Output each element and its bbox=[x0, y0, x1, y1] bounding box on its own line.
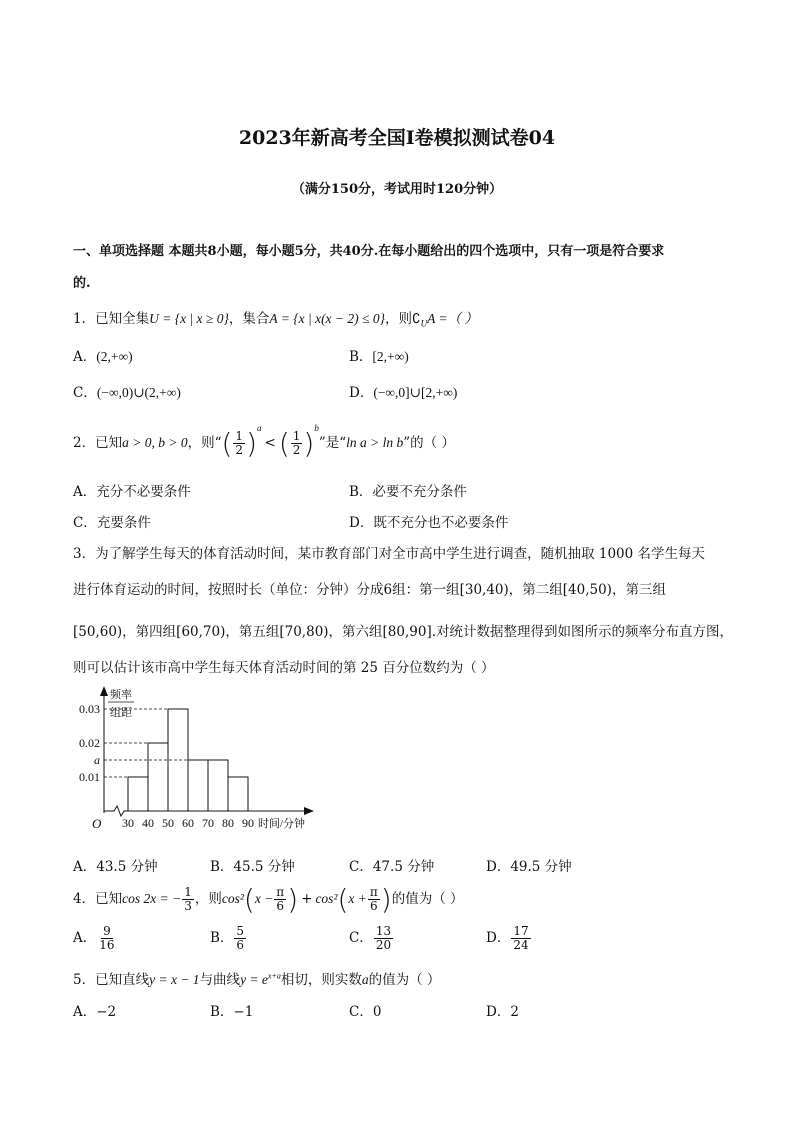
q4-paren-close: ) bbox=[287, 883, 299, 916]
x-tick-label: 50 bbox=[162, 816, 174, 830]
frac-den: 6 bbox=[370, 899, 378, 913]
q4-term1: cos² bbox=[221, 891, 244, 906]
option-label: A． bbox=[73, 1004, 97, 1020]
q1-option-b[interactable] bbox=[349, 345, 409, 365]
frac-num: 9 bbox=[103, 924, 111, 938]
q4-option-d[interactable] bbox=[486, 925, 532, 952]
frac-den: 6 bbox=[276, 899, 285, 913]
q4-then: ，则 bbox=[194, 891, 222, 907]
q3-option-b[interactable] bbox=[210, 855, 295, 875]
q4-pi-over-six-2 bbox=[368, 886, 380, 913]
option-label: C． bbox=[73, 515, 97, 531]
section-heading-line2: 的. bbox=[73, 276, 91, 291]
option-label: A． bbox=[73, 930, 97, 946]
page-subtitle: （满分150分，考试用时120分钟） bbox=[291, 182, 503, 197]
option-text: −1 bbox=[233, 1004, 254, 1020]
option-text: (−∞,0]∪[2,+∞) bbox=[373, 385, 458, 400]
q1-tail: ，则 bbox=[384, 311, 412, 327]
q5-option-a[interactable] bbox=[73, 1000, 116, 1020]
frac-num: π bbox=[276, 885, 285, 899]
x-tick-label: 80 bbox=[222, 816, 234, 830]
q1-set-a: A = {x | x(x − 2) ≤ 0} bbox=[269, 311, 385, 326]
q2-paren-open2: ( bbox=[278, 427, 290, 460]
q4-x-minus: x − bbox=[254, 891, 274, 906]
option-label: D． bbox=[486, 930, 511, 946]
x-tick-label: 60 bbox=[182, 816, 194, 830]
q1-complement-symbol: ∁ bbox=[411, 311, 421, 327]
option-text: 43.5 分钟 bbox=[96, 859, 158, 875]
question-2-stem bbox=[73, 423, 455, 460]
option-label: C． bbox=[73, 385, 97, 401]
frac-num: 1 bbox=[292, 429, 301, 443]
q2-option-c[interactable] bbox=[73, 511, 151, 531]
option-text: [2,+∞) bbox=[372, 349, 409, 364]
frac-den: 3 bbox=[184, 899, 192, 913]
q5-option-d[interactable] bbox=[486, 1000, 519, 1020]
q2-tail: ”的（ ） bbox=[403, 435, 455, 451]
q4-paren-open: ( bbox=[243, 883, 255, 916]
q1-set-u: U = {x | x ≥ 0} bbox=[149, 311, 229, 326]
frac-den: 2 bbox=[292, 443, 301, 457]
frac-num: π bbox=[369, 885, 378, 899]
option-label: C． bbox=[349, 859, 373, 875]
q5-mid: 与曲线 bbox=[199, 972, 241, 988]
q4-option-b[interactable] bbox=[210, 925, 247, 952]
y-tick-label: 0.03 bbox=[79, 702, 100, 716]
q4-option-c[interactable] bbox=[349, 925, 394, 952]
y-tick-label: 0.02 bbox=[79, 736, 100, 750]
y-tick-label: 0.01 bbox=[79, 770, 100, 784]
option-label: A． bbox=[73, 349, 97, 365]
question-4-stem bbox=[73, 883, 464, 916]
option-text: 2 bbox=[510, 1004, 519, 1020]
x-tick-label: 90 bbox=[242, 816, 254, 830]
option-label: C． bbox=[349, 930, 373, 946]
q1-prefix: 1．已知全集 bbox=[73, 311, 150, 327]
option-text: 充分不必要条件 bbox=[96, 484, 191, 500]
q4-x-plus: x + bbox=[348, 891, 367, 906]
q4-paren-close2: ) bbox=[380, 883, 392, 916]
question-3-line1: 3．为了解学生每天的体育活动时间，某市教育部门对全市高中学生进行调查，随机抽取 1000 名学生每天 bbox=[73, 546, 706, 562]
option-fraction bbox=[234, 925, 246, 952]
frequency-histogram bbox=[66, 682, 316, 842]
q2-paren-close2: ) bbox=[303, 427, 315, 460]
option-fraction bbox=[511, 925, 530, 952]
histogram-bar bbox=[208, 760, 228, 811]
q4-pi-over-six bbox=[274, 886, 286, 913]
q2-exp-b: b bbox=[314, 423, 319, 433]
frac-num: 17 bbox=[513, 924, 529, 938]
q5-end: 的值为（ ） bbox=[368, 972, 441, 988]
q2-paren-open: ( bbox=[221, 427, 233, 460]
q5-var: a bbox=[361, 972, 369, 987]
option-label: C． bbox=[349, 1004, 373, 1020]
q2-half-b bbox=[291, 430, 303, 457]
x-tick-label: 40 bbox=[142, 816, 154, 830]
q4-tail: 的值为（ ） bbox=[391, 891, 464, 907]
q4-cos2x: cos 2x = − bbox=[122, 891, 182, 906]
option-text: 必要不充分条件 bbox=[372, 484, 467, 500]
q4-plus: + bbox=[301, 891, 313, 907]
option-text: (−∞,0)∪(2,+∞) bbox=[96, 385, 181, 400]
option-label: B． bbox=[210, 930, 234, 946]
histogram-bar bbox=[228, 777, 248, 811]
option-text: 充要条件 bbox=[96, 515, 151, 531]
q5-prefix: 5．已知直线 bbox=[73, 972, 150, 988]
x-axis-arrow bbox=[304, 807, 314, 815]
q1-option-a[interactable] bbox=[73, 345, 133, 365]
q2-option-b[interactable] bbox=[349, 480, 467, 500]
question-3-line4: 则可以估计该市高中学生每天体育活动时间的第 25 百分位数约为（ ） bbox=[73, 660, 495, 676]
frac-den: 16 bbox=[99, 938, 115, 952]
question-3-line2: 进行体育运动的时间，按照时长（单位：分钟）分成6组：第一组[30,40)，第二组[40,50)，第三组 bbox=[73, 582, 666, 598]
option-label: A． bbox=[73, 859, 97, 875]
option-label: B． bbox=[349, 349, 373, 365]
x-tick-label: 30 bbox=[122, 816, 134, 830]
option-text: 47.5 分钟 bbox=[372, 859, 435, 875]
q1-complement-a: A =（ ） bbox=[427, 311, 478, 326]
y-tick-label: a bbox=[94, 753, 100, 767]
q5-tail: 相切，则实数 bbox=[280, 972, 362, 988]
frac-num: 5 bbox=[236, 924, 245, 938]
histogram-bar bbox=[128, 777, 148, 811]
q4-third bbox=[182, 886, 194, 913]
q2-option-a[interactable] bbox=[73, 480, 191, 500]
q3-option-c[interactable] bbox=[349, 855, 434, 875]
y-axis-label-bottom: 组距 bbox=[110, 707, 132, 719]
histogram-bar bbox=[148, 743, 168, 811]
q2-then: ，则“ bbox=[187, 435, 222, 451]
frac-den: 24 bbox=[513, 938, 529, 952]
q4-term2: cos² bbox=[315, 891, 338, 906]
frac-num: 1 bbox=[184, 885, 192, 899]
option-text: 既不充分也不必要条件 bbox=[373, 515, 509, 531]
frac-den: 20 bbox=[375, 938, 392, 952]
q1-option-d[interactable] bbox=[349, 381, 457, 401]
option-label: B． bbox=[210, 859, 234, 875]
option-text: 49.5 分钟 bbox=[510, 859, 572, 875]
q2-condition: a > 0, b > 0 bbox=[122, 435, 188, 450]
y-axis-label-top: 频率 bbox=[110, 689, 132, 701]
q3-option-a[interactable] bbox=[73, 855, 158, 875]
frac-den: 2 bbox=[235, 443, 244, 457]
option-text: 0 bbox=[372, 1004, 382, 1020]
q2-prefix: 2．已知 bbox=[73, 435, 123, 451]
option-text: −2 bbox=[96, 1004, 117, 1020]
q2-paren-close: ) bbox=[246, 427, 257, 460]
option-fraction bbox=[374, 925, 393, 952]
q5-option-c[interactable] bbox=[349, 1000, 381, 1020]
option-fraction bbox=[97, 925, 116, 952]
q3-option-d[interactable] bbox=[486, 855, 572, 875]
option-text: (2,+∞) bbox=[96, 349, 133, 364]
frac-num: 1 bbox=[235, 429, 244, 443]
section-heading-line1: 一、单项选择题 本题共8小题，每小题5分，共40分.在每小题给出的四个选项中，只有一项是符合要求 bbox=[73, 244, 665, 259]
option-label: A． bbox=[73, 484, 97, 500]
x-axis-label: 时间/分钟 bbox=[258, 818, 306, 830]
option-label: D． bbox=[486, 859, 511, 875]
question-5-stem bbox=[73, 968, 440, 988]
q1-complement-sub: U bbox=[420, 318, 428, 329]
q4-option-a[interactable] bbox=[73, 925, 118, 952]
q2-option-d[interactable] bbox=[349, 511, 508, 531]
page-title: 2023年新高考全国Ⅰ卷模拟测试卷04 bbox=[238, 127, 556, 149]
q2-exp-a: a bbox=[257, 423, 262, 433]
y-axis-arrow bbox=[100, 686, 108, 696]
q1-mid: ，集合 bbox=[228, 311, 270, 327]
question-3-line3: [50,60)，第四组[60,70)，第五组[70,80)，第六组[80,90].对统计数据整理得到如图所示的频率分布直方图， bbox=[73, 624, 734, 640]
q1-option-c[interactable] bbox=[73, 381, 181, 401]
q5-curve-exp: x+a bbox=[267, 971, 281, 981]
q5-line: y = x − 1 bbox=[149, 972, 200, 987]
frac-den: 6 bbox=[236, 938, 245, 952]
q2-less-than: < bbox=[264, 435, 276, 451]
frac-num: 13 bbox=[375, 924, 392, 938]
option-label: D． bbox=[349, 515, 374, 531]
option-label: B． bbox=[210, 1004, 234, 1020]
option-label: B． bbox=[349, 484, 373, 500]
q2-ln: ln a > ln b bbox=[346, 435, 404, 450]
option-label: D． bbox=[486, 1004, 511, 1020]
x-tick-label: 70 bbox=[202, 816, 214, 830]
q2-mid: ”是“ bbox=[318, 435, 347, 451]
q2-half-a bbox=[233, 430, 245, 457]
q5-curve: y = e bbox=[240, 972, 268, 987]
q4-prefix: 4．已知 bbox=[73, 891, 123, 907]
q4-paren-open2: ( bbox=[337, 883, 349, 916]
option-label: D． bbox=[349, 385, 374, 401]
q5-option-b[interactable] bbox=[210, 1000, 253, 1020]
origin-label: O bbox=[92, 816, 102, 831]
question-1-stem bbox=[73, 307, 478, 329]
option-text: 45.5 分钟 bbox=[233, 859, 295, 875]
histogram-bar bbox=[188, 760, 208, 811]
